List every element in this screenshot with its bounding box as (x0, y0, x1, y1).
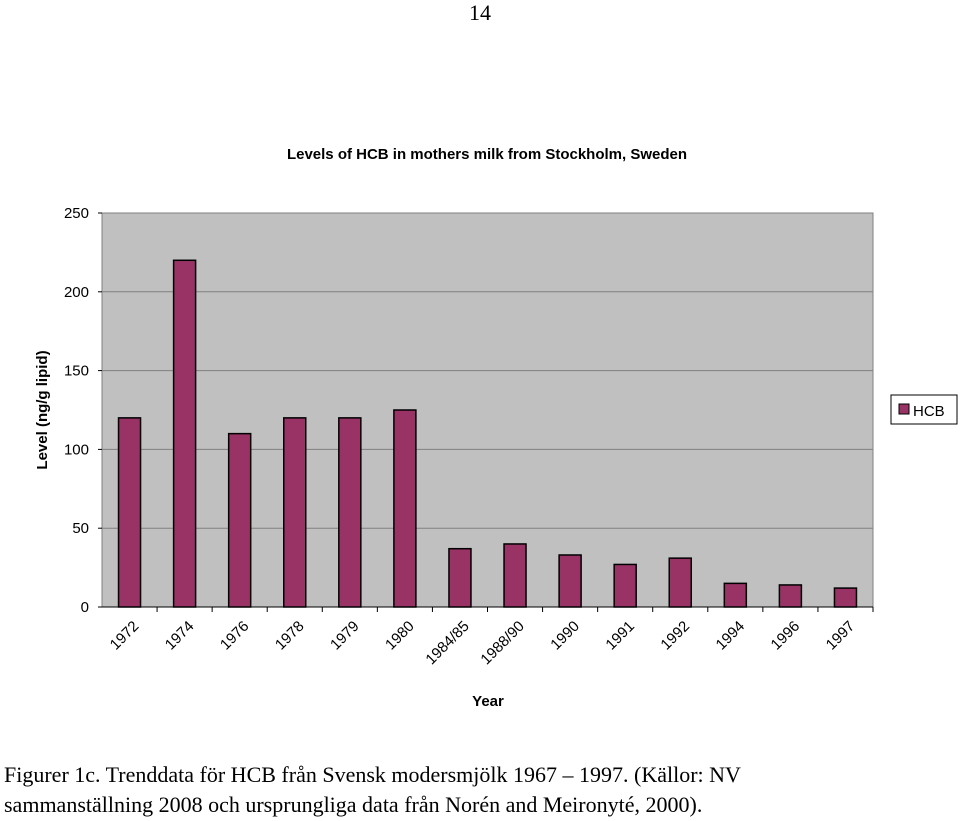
x-tick-label: 1992 (657, 617, 694, 654)
bar-1988-90 (504, 544, 526, 607)
bar-1997 (834, 588, 856, 607)
caption-line-2: sammanställning 2008 och ursprungliga data från Norén and Meironyté, 2000). (4, 792, 703, 817)
bar-1980 (394, 410, 416, 607)
caption-line-1: Figurer 1c. Trenddata för HCB från Svensk modersmjölk 1967 – 1997. (Källor: NV (4, 762, 741, 787)
plot-area (102, 213, 873, 607)
y-tick-label: 50 (72, 520, 89, 538)
x-tick-label: 1996 (767, 617, 804, 654)
y-tick-label: 0 (80, 599, 89, 616)
x-tick-label: 1979 (327, 617, 363, 654)
x-tick-label: 1990 (547, 617, 583, 654)
y-axis-title: Level (ng/g lipid) (34, 350, 51, 470)
legend-label: HCB (913, 403, 945, 420)
y-tick-label: 100 (63, 441, 89, 459)
bar-1976 (229, 434, 251, 607)
x-axis-title: Year (472, 693, 504, 710)
bar-1984-85 (449, 549, 471, 607)
x-tick-label: 1974 (161, 617, 198, 654)
legend-swatch (899, 404, 909, 414)
bar-1991 (614, 564, 636, 607)
x-tick-label: 1997 (822, 617, 859, 654)
x-tick-label: 1972 (106, 617, 143, 654)
y-tick-label: 250 (63, 205, 89, 222)
y-axis-ticks (64, 205, 102, 616)
x-tick-label: 1991 (602, 617, 639, 654)
x-tick-label: 1988/90 (477, 617, 528, 669)
figure-caption (4, 760, 954, 820)
bar-1990 (559, 555, 581, 607)
bar-1992 (669, 558, 691, 607)
bar-1979 (339, 418, 361, 607)
x-tick-label: 1984/85 (422, 617, 473, 669)
x-tick-label: 1976 (216, 617, 253, 654)
x-tick-label: 1980 (382, 617, 418, 654)
chart-title: Levels of HCB in mothers milk from Stockholm, Sweden (286, 146, 688, 163)
y-tick-label: 200 (63, 283, 89, 301)
bar-1974 (174, 260, 196, 607)
bar-1994 (724, 583, 746, 607)
y-tick-label: 150 (63, 362, 89, 380)
x-tick-label: 1978 (271, 617, 308, 654)
page-number: 14 (469, 0, 491, 25)
bar-1996 (779, 585, 801, 607)
x-axis-ticks (107, 607, 873, 668)
x-tick-label: 1994 (712, 617, 749, 654)
bar-1978 (284, 418, 306, 607)
legend (891, 395, 957, 424)
bar-1972 (119, 418, 141, 607)
